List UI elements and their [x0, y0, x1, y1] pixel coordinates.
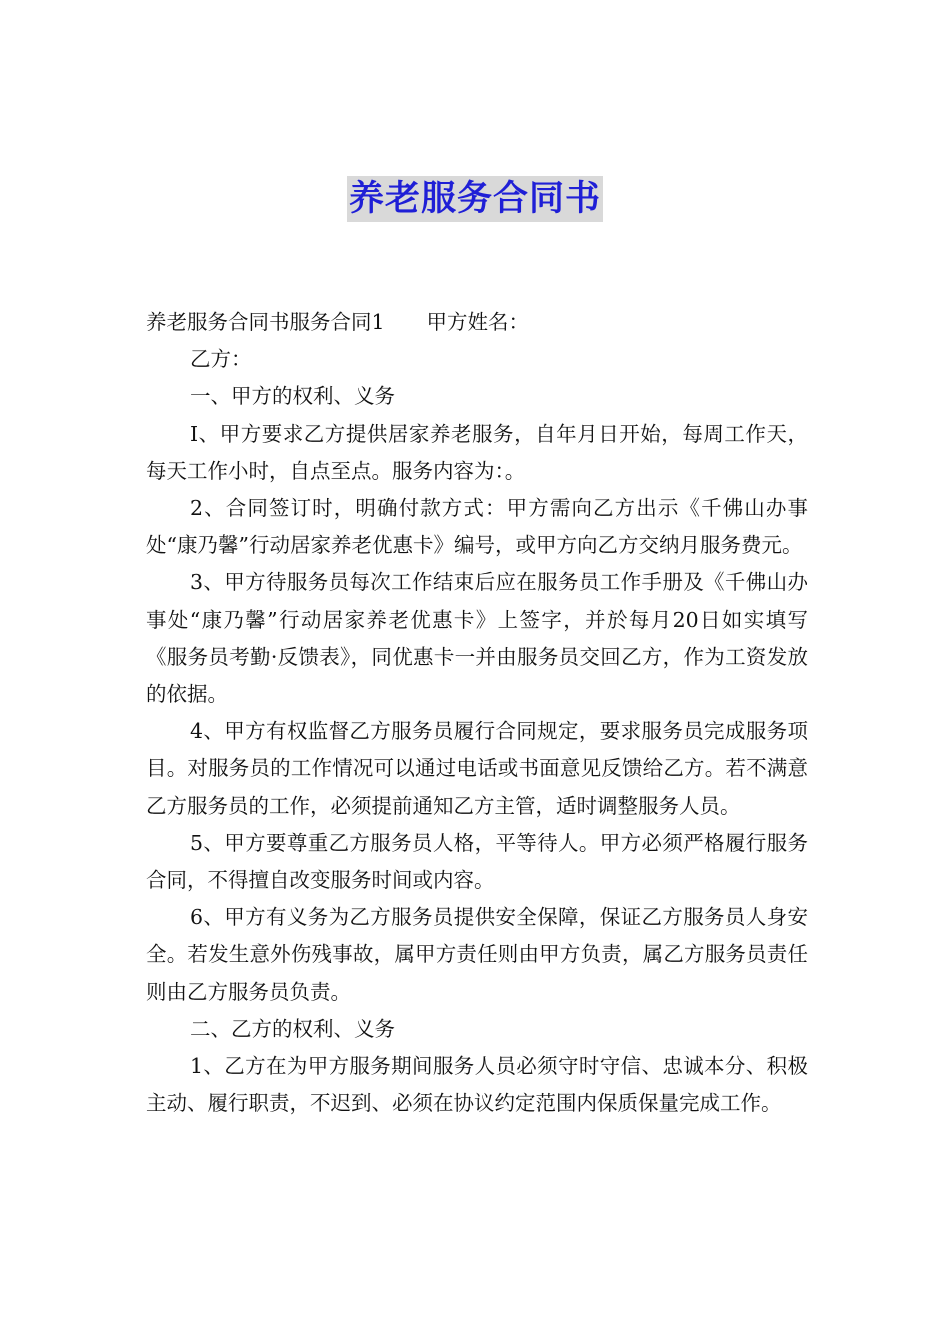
clause-a-6: 6、甲方有义务为乙方服务员提供安全保障，保证乙方服务员人身安全。若发生意外伤残事故，属甲方责任则由甲方负责，属乙方服务员责任则由乙方服务员负责。	[146, 905, 808, 1004]
section-heading-party-a: 一、甲方的权利、义务	[190, 384, 395, 409]
clause-a-2: 2、合同签订时，明确付款方式：甲方需向乙方出示《千佛山办事处“康乃馨”行动居家养老优惠卡》编号，或甲方向乙方交纳月服务费元。	[146, 496, 808, 558]
opening-line	[146, 304, 808, 341]
title-container	[0, 176, 950, 222]
document-title: 养老服务合同书	[347, 176, 603, 222]
section-heading-party-b: 二、乙方的权利、义务	[190, 1016, 395, 1041]
clause-a-1: I、甲方要求乙方提供居家养老服务，自年月日开始，每周工作天，每天工作小时，自点至点。服务内容为：。	[146, 421, 808, 483]
clause-a-3: 3、甲方待服务员每次工作结束后应在服务员工作手册及《千佛山办事处“康乃馨”行动居家养老优惠卡》上签字，并於每月20日如实填写《服务员考勤·反馈表》，同优惠卡一并由服务员交回乙方，作为工资发放的依据。	[146, 570, 808, 707]
party-b-label: 乙方：	[190, 347, 252, 372]
clause-a-5: 5、甲方要尊重乙方服务员人格，平等待人。甲方必须严格履行服务合同，不得擅自改变服务时间或内容。	[146, 830, 808, 893]
clause-b-1: 1、乙方在为甲方服务期间服务人员必须守时守信、忠诚本分、积极主动、履行职责，不迟到、必须在协议约定范围内保质保量完成工作。	[146, 1054, 808, 1116]
contract-heading-text: 养老服务合同书服务合同1	[146, 310, 385, 334]
document-body	[146, 304, 808, 1122]
party-a-name-label: 甲方姓名：	[426, 310, 530, 334]
clause-a-4: 4、甲方有权监督乙方服务员履行合同规定，要求服务员完成服务项目。对服务员的工作情况可以通过电话或书面意见反馈给乙方。若不满意乙方服务员的工作，必须提前通知乙方主管，适时调整服务人员。	[146, 719, 808, 818]
